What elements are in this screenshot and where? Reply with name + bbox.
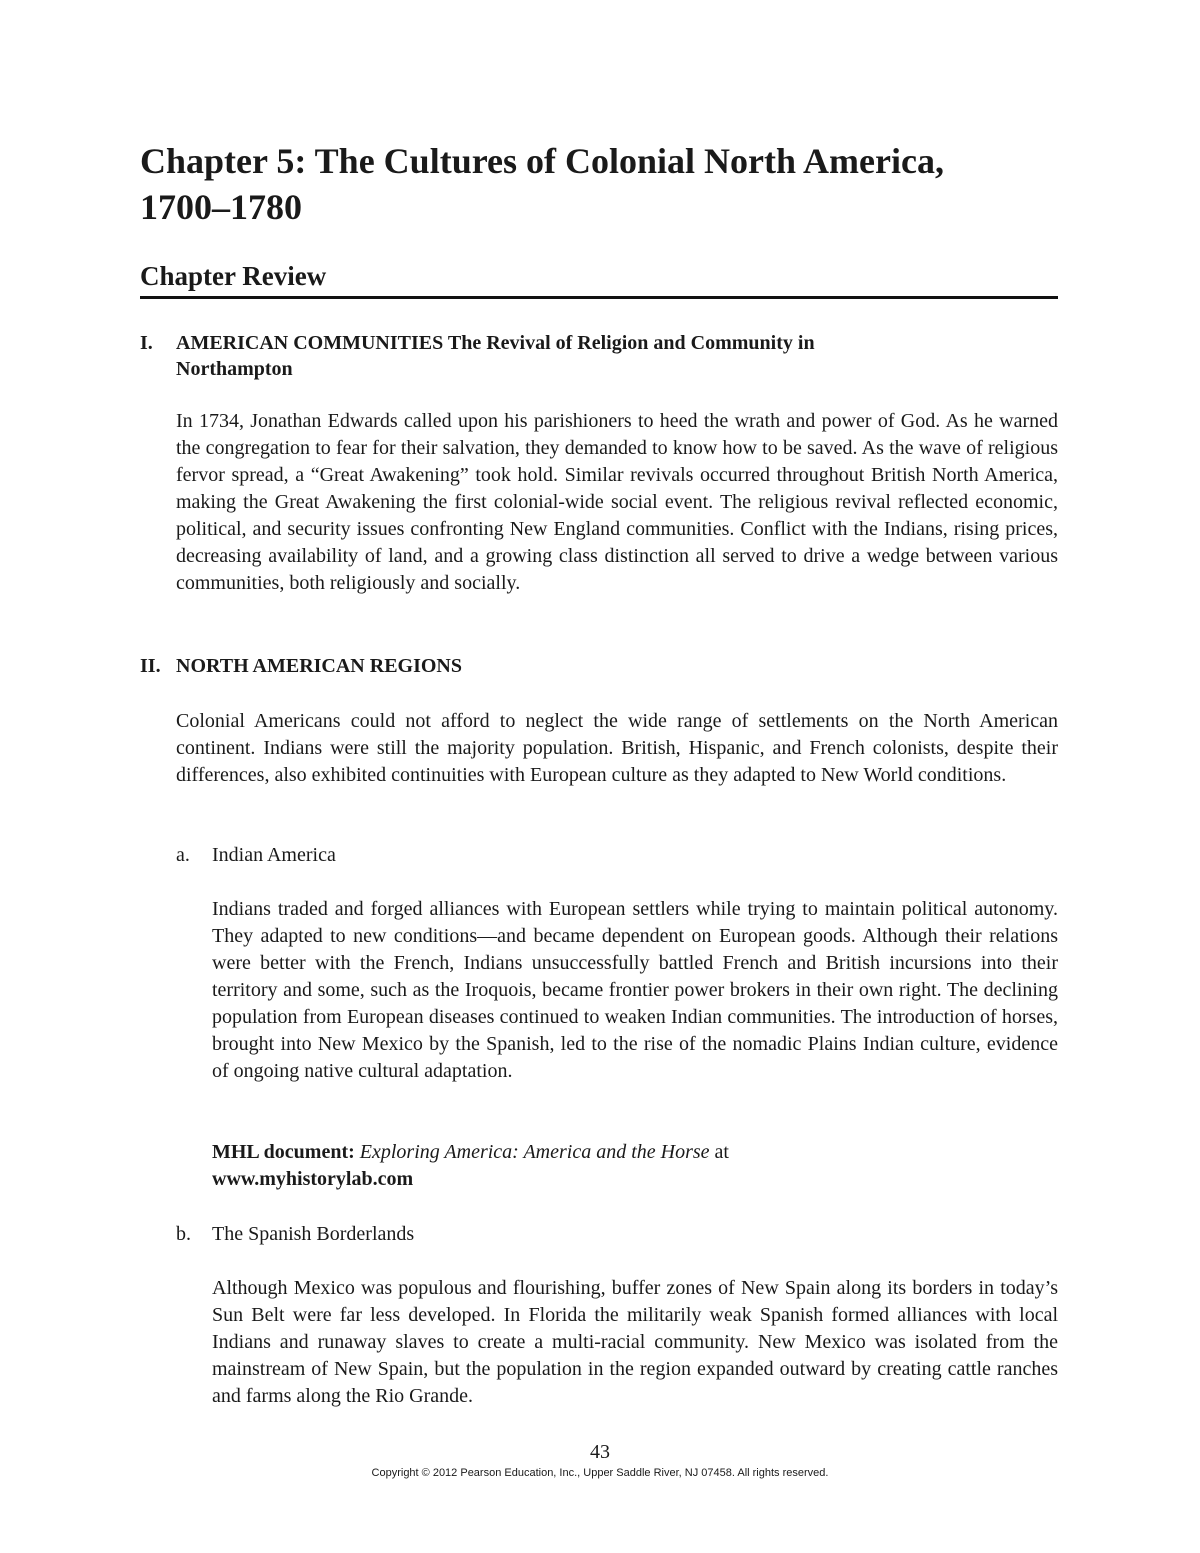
section-heading-1 [140,330,1040,382]
section-heading-2-line1: NORTH AMERICAN REGIONS [176,655,462,677]
section-heading-2 [140,653,1040,679]
page-number: 43 [590,1441,610,1463]
section-number-2: II. [140,655,161,677]
subsection-b-paragraph: Although Mexico was populous and flourishing, buffer zones of New Spain along its borders in today’s Sun Belt were far less developed. In Florida the militarily weak Spanish formed alliances with local Indians and runaway slaves to create a multi-racial community. New Mexico was isolated from the mainstream of New Spain, but the population in the region expanded outward by creating cattle ranches and farms along the Rio Grande. [212,1277,1058,1407]
copyright-notice: Copyright © 2012 Pearson Education, Inc., Upper Saddle River, NJ 07458. All rights reserved. [371,1467,829,1479]
subsection-b-letter: b. [176,1223,191,1245]
section-heading-1-line2: Northampton [176,358,293,380]
mhl-label: MHL document: [212,1141,355,1163]
section-number-1: I. [140,332,153,354]
section-heading-1-line1: AMERICAN COMMUNITIES The Revival of Religion and Community in [176,332,815,354]
section-1-paragraph: In 1734, Jonathan Edwards called upon his parishioners to heed the wrath and power of God. As he warned the congregation to fear for their salvation, they demanded to know how to be saved. As the wave of religious fervor spread, a “Great Awakening” took hold. Similar revivals occurred throughout British North America, making the Great Awakening the first colonial-wide social event. The religious revival reflected economic, political, and security issues confronting New England communities. Conflict with the Indians, rising prices, decreasing availability of land, and a growing class distinction all served to drive a wedge between various communities, both religiously and socially. [176,410,1058,594]
chapter-title [140,138,1040,230]
subsection-b-heading [176,1221,1036,1247]
subsection-a-letter: a. [176,844,190,866]
mhl-url-link[interactable]: www.myhistorylab.com [212,1168,414,1190]
chapter-title-line2: 1700–1780 [140,187,302,227]
subsection-a-heading [176,842,1036,868]
subsection-a-title: Indian America [212,844,336,866]
chapter-title-line1: Chapter 5: The Cultures of Colonial North America, [140,141,944,181]
chapter-review-heading: Chapter Review [140,258,1058,299]
subsection-b-title: The Spanish Borderlands [212,1223,415,1245]
subsection-a-paragraph: Indians traded and forged alliances with European settlers while trying to maintain political autonomy. They adapted to new conditions—and became dependent on European goods. Although their relations were better with the French, Indians unsuccessfully battled French and British incursions into their territory and some, such as the Iroquois, became frontier power brokers in their own right. The declining population from European diseases continued to weaken Indian communities. The introduction of horses, brought into New Mexico by the Spanish, led to the rise of the nomadic Plains Indian culture, evidence of ongoing native cultural adaptation. [212,898,1058,1082]
mhl-title: Exploring America: America and the Horse [359,1141,710,1163]
section-2-paragraph: Colonial Americans could not afford to neglect the wide range of settlements on the North American continent. Indians were still the majority population. British, Hispanic, and French colonists, despite their differences, also exhibited continuities with European culture as they adapted to New World conditions. [176,710,1058,786]
mhl-connector: at [714,1141,729,1163]
mhl-document-reference [212,1139,1058,1193]
